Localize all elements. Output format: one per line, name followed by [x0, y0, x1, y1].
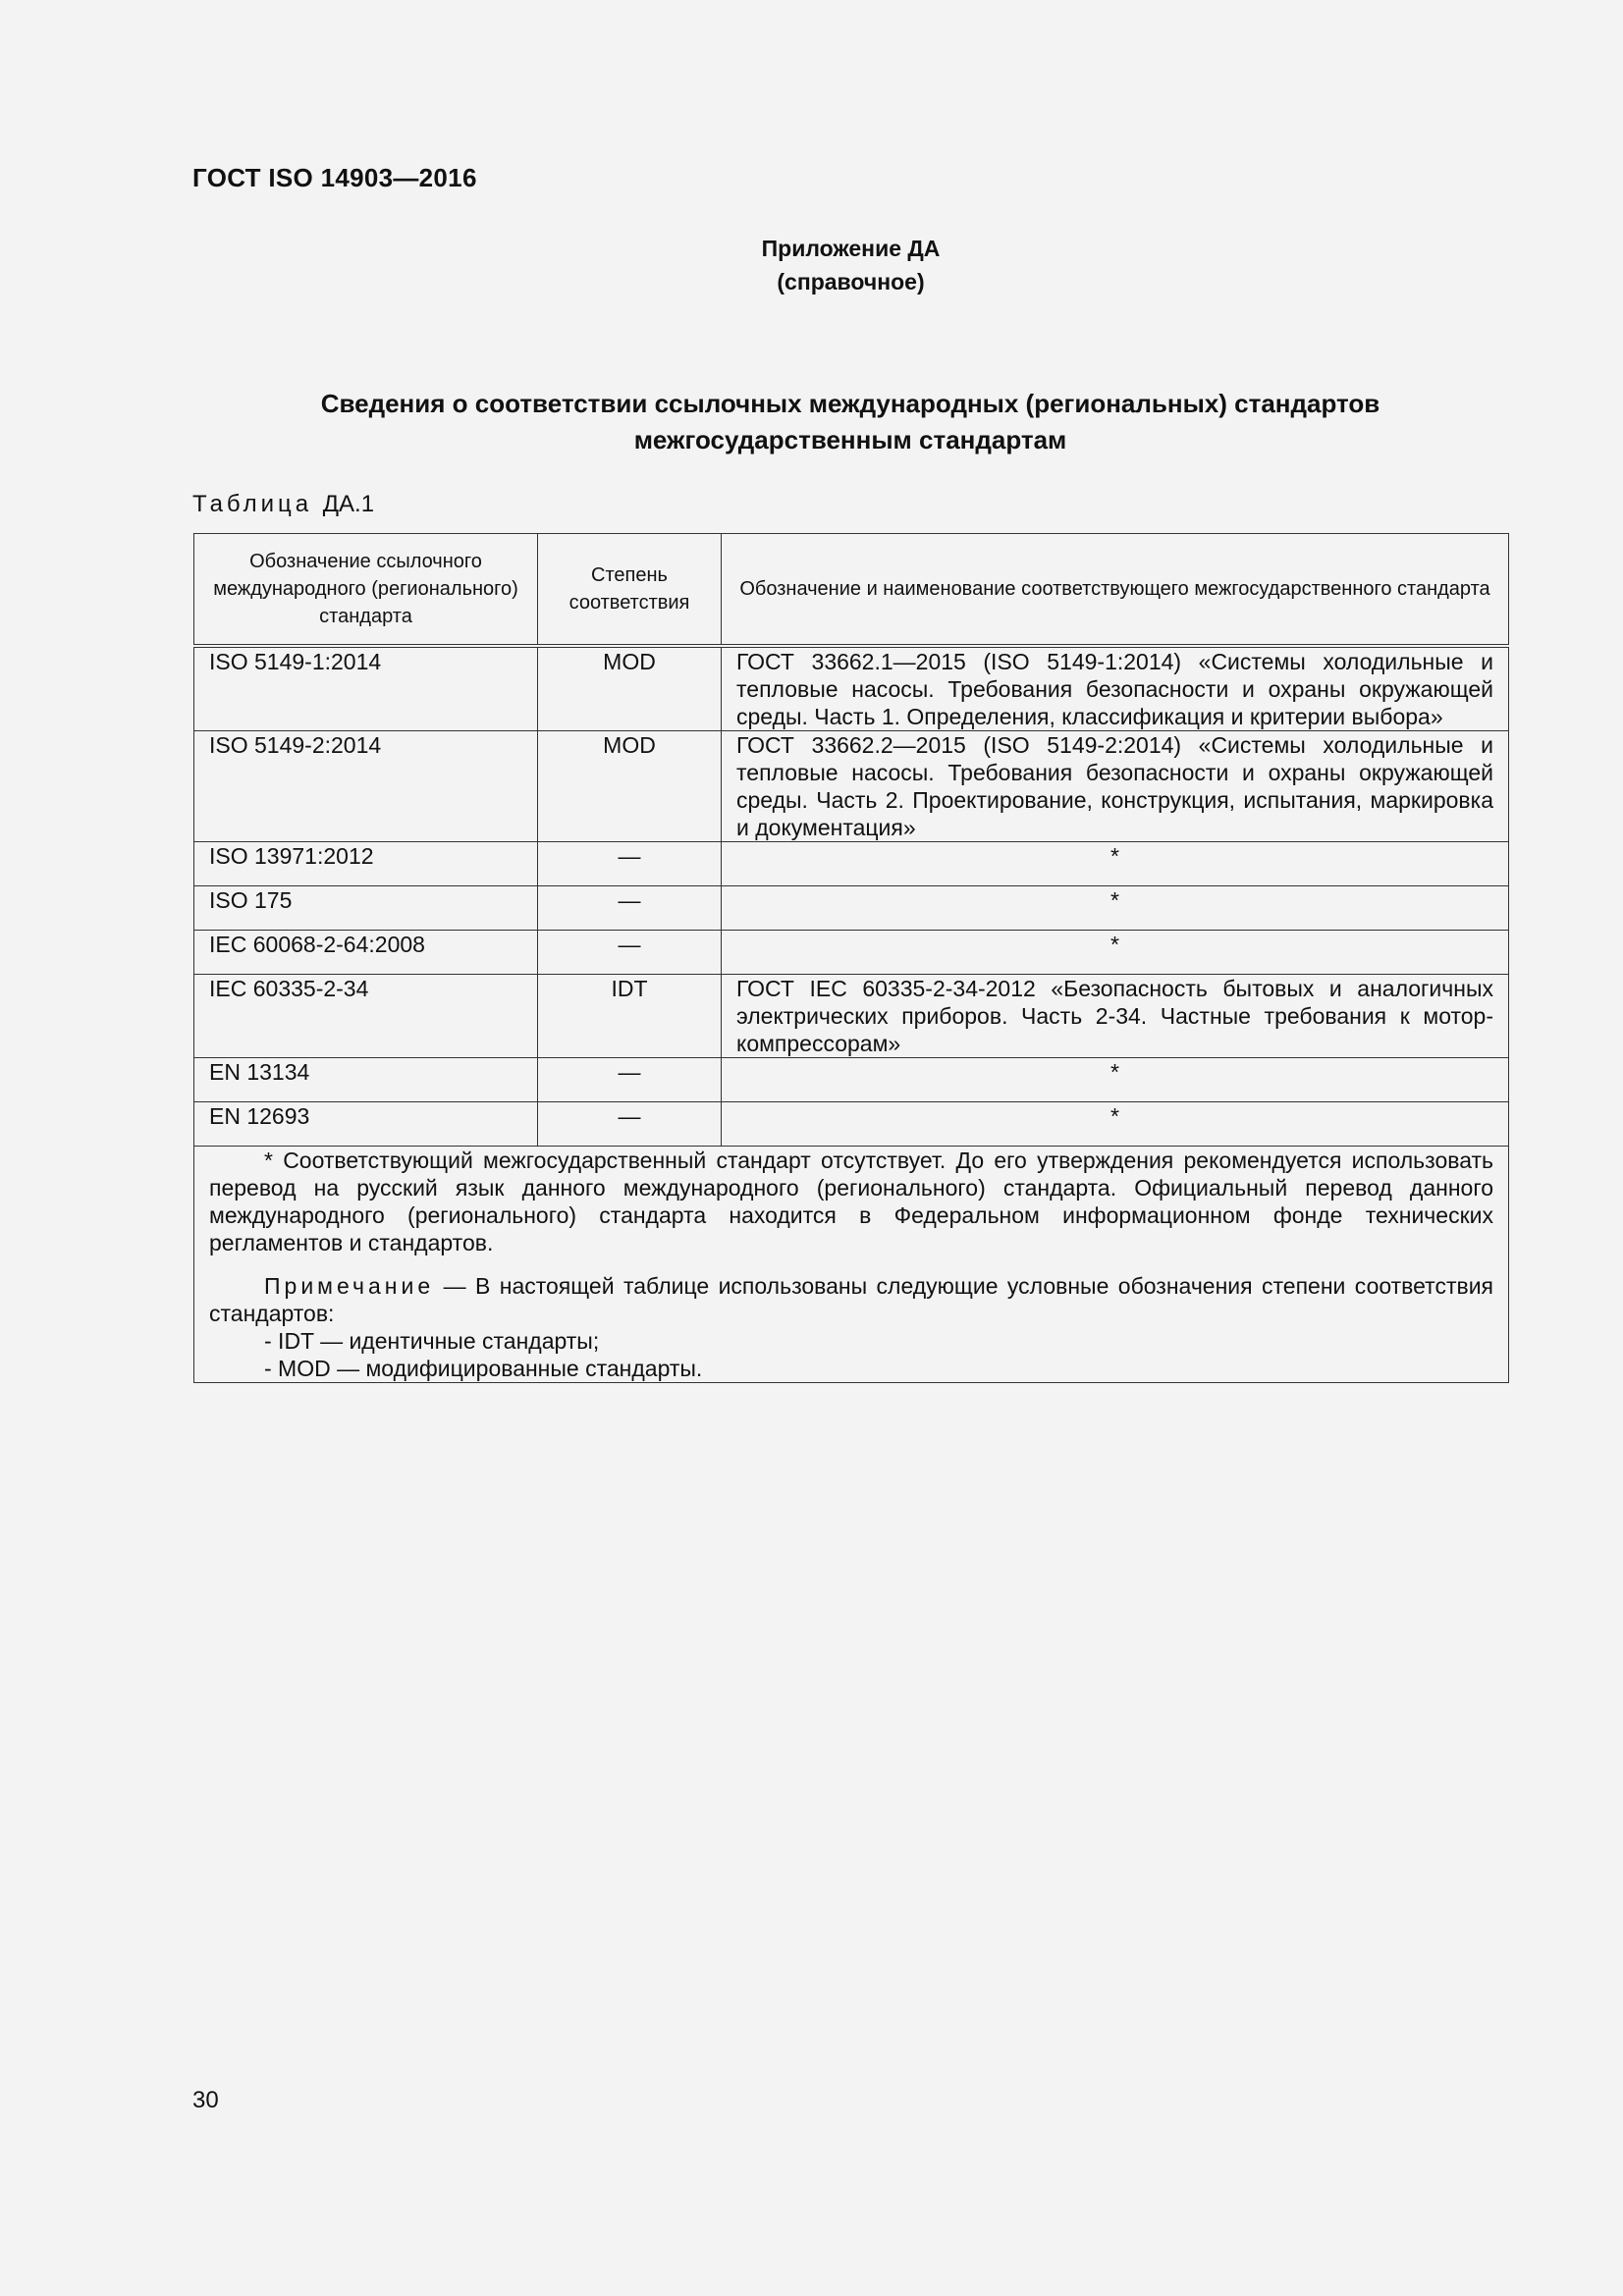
note-item-mod: - MOD — модифицированные стандарты. [264, 1356, 703, 1381]
cell-national: ГОСТ IEC 60335-2-34-2012 «Безопасность бытовых и аналогичных электрических приборов. Часть 2-34. Частные требования к мотор-компрессорам» [722, 975, 1509, 1058]
cell-degree: MOD [538, 731, 722, 842]
table-row [194, 931, 1509, 975]
note-item-idt: - IDT — идентичные стандарты; [264, 1328, 600, 1354]
cell-national: * [722, 931, 1509, 975]
cell-national: * [722, 1102, 1509, 1147]
cell-degree: — [538, 1058, 722, 1102]
cell-reference: ISO 5149-2:2014 [194, 731, 538, 842]
annex-kind: (справочное) [777, 269, 925, 294]
cell-reference: ISO 5149-1:2014 [194, 646, 538, 731]
cell-reference: EN 12693 [194, 1102, 538, 1147]
header-degree: Степень соответствия [538, 534, 722, 647]
table-caption-number: ДА.1 [322, 491, 375, 517]
cell-reference: EN 13134 [194, 1058, 538, 1102]
section-title-line-2: межгосударственным стандартам [633, 425, 1067, 454]
table-header-row [194, 534, 1509, 647]
note-title: Примечание [264, 1273, 435, 1299]
note-paragraph [209, 1272, 1493, 1327]
cell-reference: IEC 60335-2-34 [194, 975, 538, 1058]
cell-national: ГОСТ 33662.1—2015 (ISO 5149-1:2014) «Системы холодильные и тепловые насосы. Требования безопасности и охраны окружающей среды. Часть 1. Определения, классификация и критерии выбора» [722, 646, 1509, 731]
header-reference-standard: Обозначение ссылочного международного (регионального) стандарта [194, 534, 538, 647]
table-footnote-row [194, 1147, 1509, 1383]
page-number: 30 [192, 2087, 219, 2113]
table-footnote-cell [194, 1147, 1509, 1383]
cell-reference: ISO 13971:2012 [194, 842, 538, 886]
cell-degree: — [538, 931, 722, 975]
cell-national: * [722, 886, 1509, 931]
cell-reference: IEC 60068-2-64:2008 [194, 931, 538, 975]
cell-degree: — [538, 886, 722, 931]
cell-national: * [722, 842, 1509, 886]
table-row [194, 1102, 1509, 1147]
cell-degree: — [538, 1102, 722, 1147]
table-row [194, 975, 1509, 1058]
section-title-line-1: Сведения о соответствии ссылочных международных (региональных) стандартов [320, 389, 1380, 418]
correspondence-table [193, 533, 1509, 1383]
table-row [194, 886, 1509, 931]
annex-title: Приложение ДА [761, 236, 941, 261]
table-row [194, 731, 1509, 842]
cell-national: * [722, 1058, 1509, 1102]
footnote-text: * Соответствующий межгосударственный стандарт отсутствует. До его утверждения рекомендуется использовать перевод на русский язык данного международного (регионального) стандарта. Официальный перевод данного международного (регионального) стандарта находится в Федеральном информационном фонде технических регламентов и стандартов. [209, 1148, 1493, 1255]
cell-degree: MOD [538, 646, 722, 731]
cell-reference: ISO 175 [194, 886, 538, 931]
table-row [194, 646, 1509, 731]
table-caption [192, 491, 374, 518]
document-header: ГОСТ ISO 14903—2016 [192, 163, 477, 192]
table-row [194, 842, 1509, 886]
header-national-standard: Обозначение и наименование соответствующего межгосударственного стандарта [722, 534, 1509, 647]
table-row [194, 1058, 1509, 1102]
cell-degree: IDT [538, 975, 722, 1058]
annex-heading [0, 232, 1623, 298]
cell-degree: — [538, 842, 722, 886]
note-text: — В настоящей таблице использованы следующие условные обозначения степени соответствия стандартов: [209, 1273, 1493, 1326]
cell-national: ГОСТ 33662.2—2015 (ISO 5149-2:2014) «Системы холодильные и тепловые насосы. Требования безопасности и охраны окружающей среды. Часть 2. Проектирование, конструкция, испытания, маркировка и документация» [722, 731, 1509, 842]
section-title [192, 386, 1508, 458]
table-caption-word: Таблица [192, 491, 313, 517]
